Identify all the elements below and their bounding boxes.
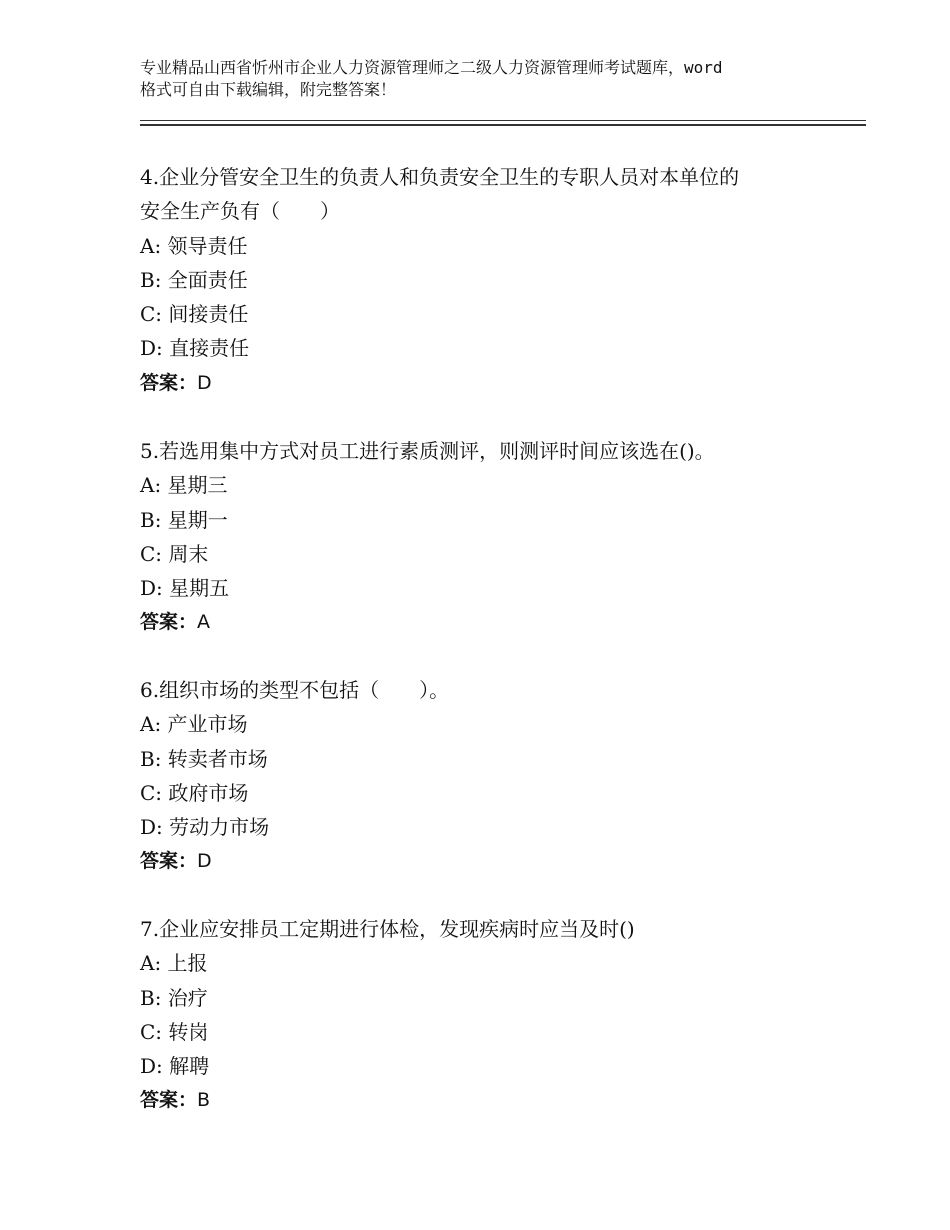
option-b: B: 星期一 (140, 507, 228, 532)
option-b: B: 转卖者市场 (140, 746, 268, 771)
document-header (140, 57, 860, 101)
answer-value: A (197, 611, 211, 634)
option-b: B: 治疗 (140, 985, 208, 1010)
option-c: C: 间接责任 (140, 302, 249, 327)
option-d: D: 星期五 (140, 576, 230, 601)
option-c: C: 转岗 (140, 1019, 209, 1044)
option-a: A: 上报 (140, 951, 208, 976)
question-stem: 6.组织市场的类型不包括（ ）。 (140, 678, 450, 702)
answer-line (140, 1083, 840, 1117)
question-5 (140, 434, 840, 640)
answer-label: 答案： (140, 850, 198, 873)
option-a: A: 领导责任 (140, 233, 248, 258)
header-line-1: 专业精品山西省忻州市企业人力资源管理师之二级人力资源管理师考试题库，word (140, 58, 723, 77)
header-divider (140, 120, 866, 126)
answer-value: B (197, 1089, 211, 1112)
answer-label: 答案： (140, 371, 198, 394)
answer-value: D (197, 850, 212, 873)
question-stem: 5.若选用集中方式对员工进行素质测评，则测评时间应该选在()。 (140, 439, 715, 463)
answer-label: 答案： (140, 611, 198, 634)
option-a: A: 星期三 (140, 473, 228, 498)
option-d: D: 劳动力市场 (140, 815, 270, 840)
answer-line (140, 366, 840, 400)
option-d: D: 解聘 (140, 1054, 210, 1079)
option-c: C: 政府市场 (140, 780, 249, 805)
question-4 (140, 160, 840, 400)
question-stem: 7.企业应安排员工定期进行体检，发现疾病时应当及时() (140, 917, 635, 941)
option-a: A: 产业市场 (140, 712, 248, 737)
option-b: B: 全面责任 (140, 267, 248, 292)
option-d: D: 直接责任 (140, 336, 250, 361)
header-line-2: 格式可自由下载编辑，附完整答案！ (140, 80, 397, 99)
question-stem: 4.企业分管安全卫生的负责人和负责安全卫生的专职人员对本单位的 (140, 165, 740, 189)
answer-line (140, 605, 840, 639)
answer-label: 答案： (140, 1089, 198, 1112)
question-6 (140, 673, 840, 879)
answer-value: D (197, 371, 212, 394)
answer-line (140, 844, 840, 878)
question-7 (140, 912, 840, 1118)
question-stem: 安全生产负有（ ） (140, 199, 340, 224)
option-c: C: 周末 (140, 541, 209, 566)
